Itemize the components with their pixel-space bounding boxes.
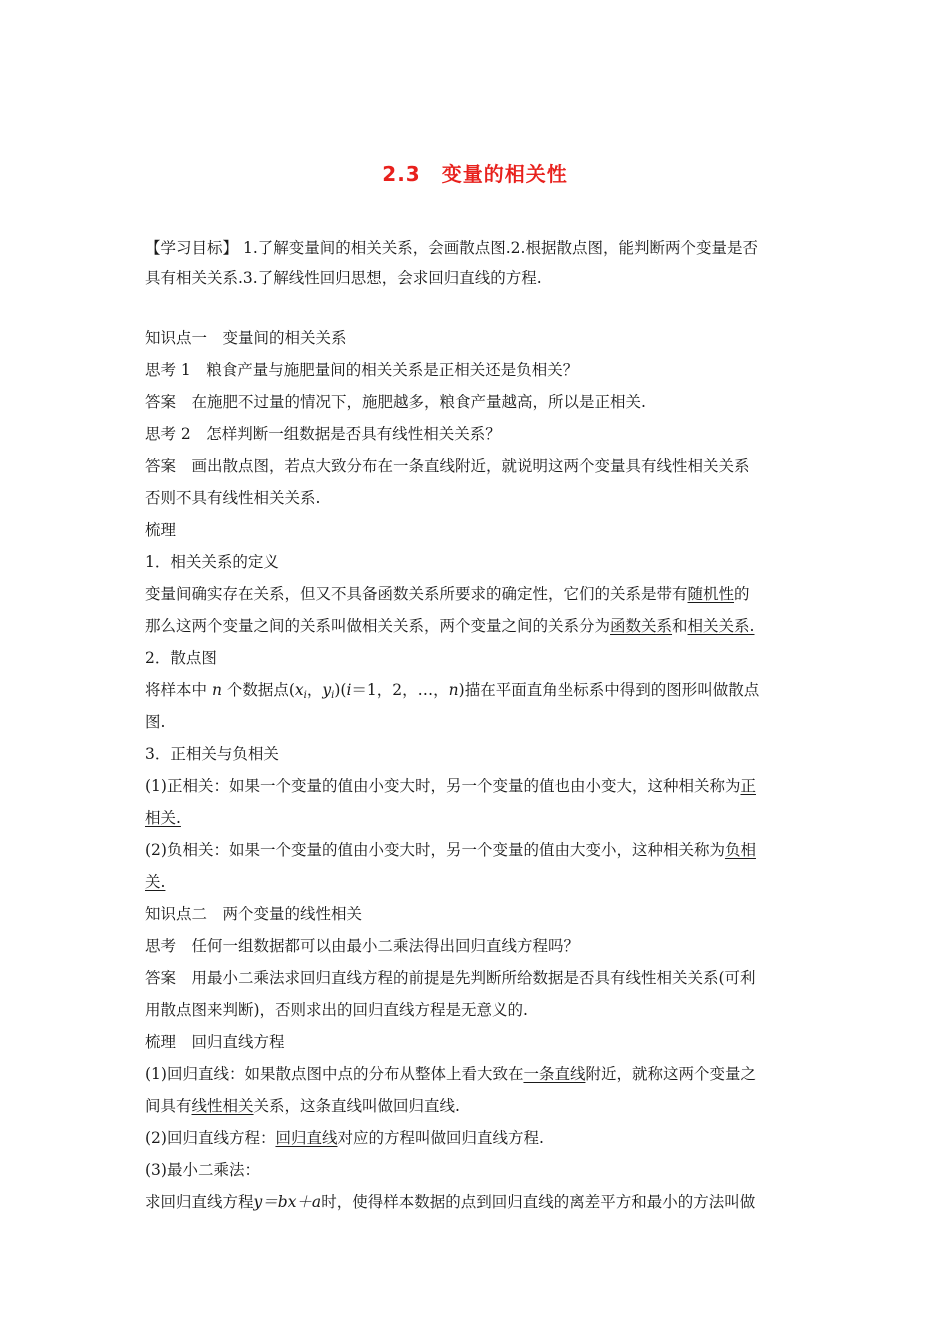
underlined-term-positive: 相关. <box>145 809 181 827</box>
underlined-term-negative: 关. <box>145 873 166 891</box>
section-3-title: 3．正相关与负相关 <box>145 745 279 763</box>
regression-equation-def <box>145 1128 810 1148</box>
kp1-summary-label: 梳理 <box>145 521 177 539</box>
text: )( <box>334 681 347 699</box>
kp1-answer-1: 答案 在施肥不过量的情况下，施肥越多，粮食产量越高，所以是正相关. <box>145 393 646 411</box>
underlined-term-function-relation: 函数关系 <box>610 617 673 635</box>
underlined-term-positive: 正 <box>740 777 756 795</box>
text: 对应的方程叫做回归直线方程. <box>337 1129 544 1147</box>
negative-correlation-line-2 <box>145 872 810 892</box>
text: )描在平面直角坐标系中得到的图形叫做散点 <box>458 681 760 699</box>
text: 间具有 <box>145 1097 192 1115</box>
kp2-summary-label: 梳理 回归直线方程 <box>145 1033 285 1051</box>
objectives-line-2: 具有相关关系.3.了解线性回归思想，会求回归直线的方程. <box>145 269 542 287</box>
kp2-answer-line-2: 用散点图来判断)，否则求出的回归直线方程是无意义的. <box>145 1001 528 1019</box>
text: (2)负相关：如果一个变量的值由小变大时，另一个变量的值由大变小，这种相关称为 <box>145 841 725 859</box>
underlined-term-correlation: 相关关系. <box>687 617 755 635</box>
subscript-i: i <box>303 690 307 701</box>
least-squares-line-1 <box>145 1192 810 1212</box>
var-n: n <box>448 681 459 699</box>
var-x: x <box>294 681 304 699</box>
section-1-line-2 <box>145 616 810 636</box>
text: 求回归直线方程 <box>145 1193 254 1211</box>
text: ＝1，2，…， <box>351 681 449 699</box>
underlined-term-straight-line: 一条直线 <box>523 1065 586 1083</box>
text: (1)正相关：如果一个变量的值由小变大时，另一个变量的值也由小变大，这种相关称为 <box>145 777 741 795</box>
text: 个数据点( <box>221 681 295 699</box>
objectives-text-1: 1.了解变量间的相关关系，会画散点图.2.根据散点图，能判断两个变量是否 <box>242 239 758 257</box>
objectives-label: 【学习目标】 <box>145 239 239 257</box>
positive-correlation-line-2 <box>145 808 810 828</box>
text: ， <box>306 681 323 699</box>
kp2-question: 思考 任何一组数据都可以由最小二乘法得出回归直线方程吗？ <box>145 937 580 955</box>
text: 那么这两个变量之间的关系叫做相关关系，两个变量之间的关系分为 <box>145 617 611 635</box>
section-2-title: 2．散点图 <box>145 649 217 667</box>
kp1-question-1: 思考 1 粮食产量与施肥量间的相关关系是正相关还是负相关？ <box>145 361 579 379</box>
section-2-line-2: 图. <box>145 713 166 731</box>
text: 附近，就称这两个变量之 <box>585 1065 756 1083</box>
text: 关系，这条直线叫做回归直线. <box>253 1097 460 1115</box>
kp1-heading: 知识点一 变量间的相关关系 <box>145 329 347 347</box>
page-title: 2.3 变量的相关性 <box>382 162 568 186</box>
least-squares-title: (3)最小二乘法： <box>145 1161 260 1179</box>
text: 时，使得样本数据的点到回归直线的离差平方和最小的方法叫做 <box>321 1193 756 1211</box>
regression-equation: y＝bx＋a <box>253 1193 322 1211</box>
text: 和 <box>672 617 688 635</box>
subscript-i: i <box>331 690 335 701</box>
text: 变量间确实存在关系，但又不具备函数关系所要求的确定性，它们的关系是带有 <box>145 585 688 603</box>
regression-line-def-2 <box>145 1096 810 1116</box>
underlined-term-linear-correlation: 线性相关 <box>191 1097 254 1115</box>
text: (1)回归直线：如果散点图中点的分布从整体上看大致在 <box>145 1065 524 1083</box>
negative-correlation-line-1 <box>145 840 810 860</box>
kp2-answer-line-1: 答案 用最小二乘法求回归直线方程的前提是先判断所给数据是否具有线性相关关系(可利 <box>145 969 756 987</box>
underlined-term-randomness: 随机性 <box>687 585 735 603</box>
section-1-title: 1．相关关系的定义 <box>145 553 279 571</box>
text: 的 <box>734 585 750 603</box>
section-2-line-1 <box>145 680 810 706</box>
kp2-heading: 知识点二 两个变量的线性相关 <box>145 905 363 923</box>
text: 将样本中 <box>145 681 212 699</box>
section-1-line-1 <box>145 584 810 604</box>
var-n: n <box>211 681 222 699</box>
regression-line-def-1 <box>145 1064 810 1084</box>
kp1-answer-2-line-2: 否则不具有线性相关关系. <box>145 489 321 507</box>
positive-correlation-line-1 <box>145 776 810 796</box>
objectives-line-1 <box>145 238 810 258</box>
underlined-term-negative: 负相 <box>724 841 756 859</box>
text: (2)回归直线方程： <box>145 1129 276 1147</box>
kp1-question-2: 思考 2 怎样判断一组数据是否具有线性相关关系？ <box>145 425 501 443</box>
var-i: i <box>346 681 352 699</box>
kp1-answer-2-line-1: 答案 画出散点图，若点大致分布在一条直线附近，就说明这两个变量具有线性相关关系 <box>145 457 750 475</box>
underlined-term-regression-line: 回归直线 <box>275 1129 338 1147</box>
var-y: y <box>322 681 332 699</box>
